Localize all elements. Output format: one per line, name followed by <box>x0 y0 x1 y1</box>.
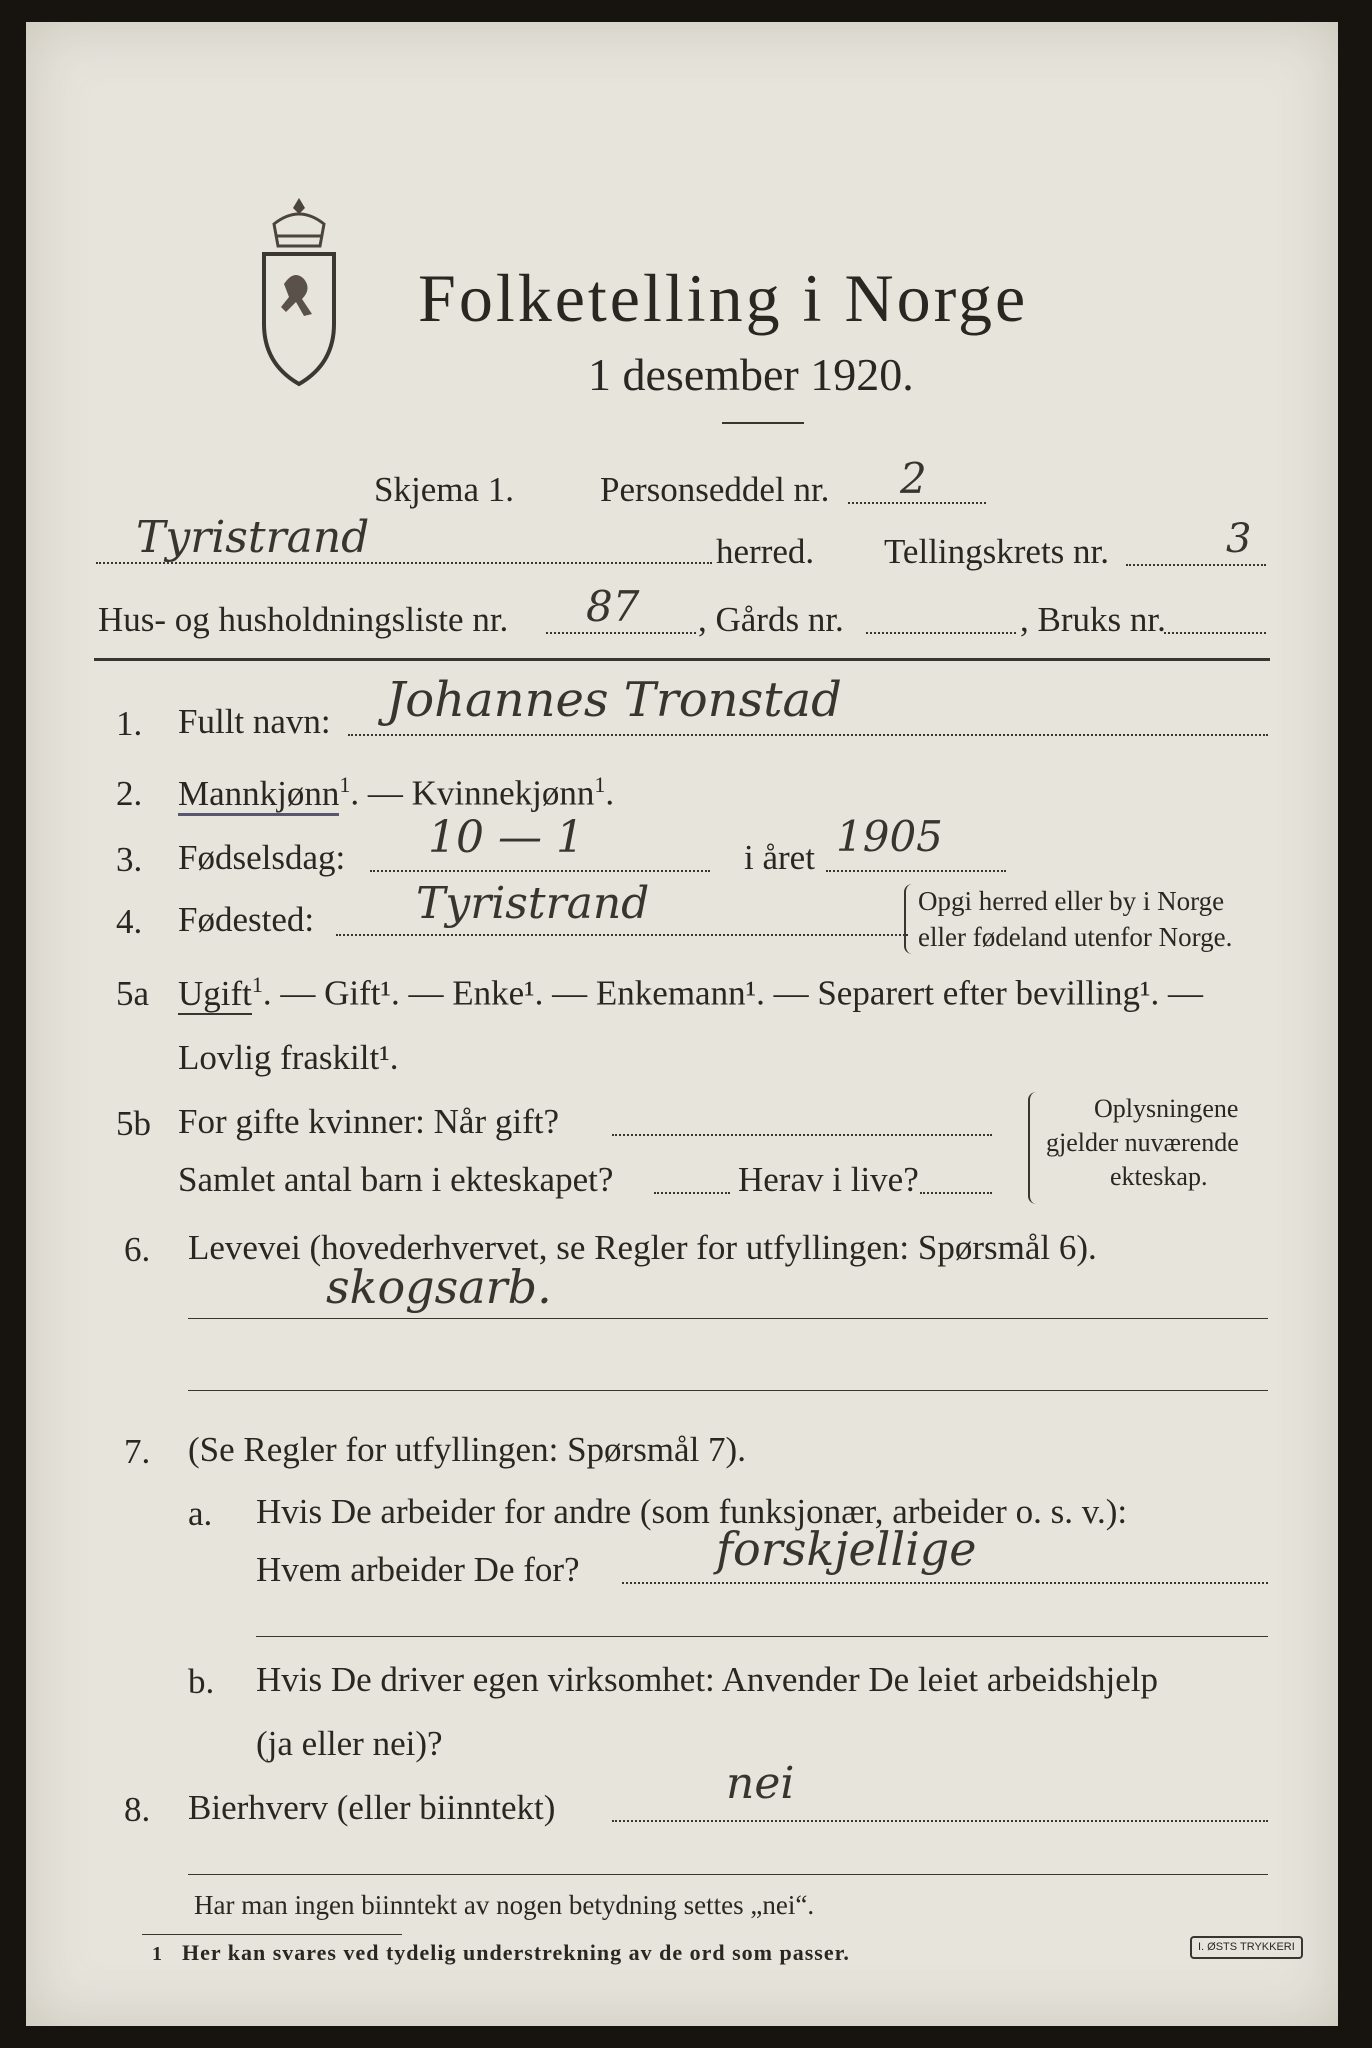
coat-of-arms-icon <box>254 194 344 389</box>
q5b-note-line2: gjelder nuværende <box>1046 1128 1239 1157</box>
form-title: Folketelling i Norge <box>418 260 1029 336</box>
q3-value: 10 — 1 <box>428 812 584 863</box>
q6-value: skogsarb. <box>326 1260 552 1314</box>
census-form <box>26 22 1338 2026</box>
q4-note-bracket <box>904 884 914 954</box>
q3-year-line <box>826 870 1006 872</box>
q5b-alive-line <box>920 1192 992 1194</box>
q1-line <box>348 734 1268 736</box>
q7b-label2: (ja eller nei)? <box>256 1724 443 1763</box>
q4-note-line1: Opgi herred eller by i Norge <box>918 886 1225 916</box>
tellingskrets-label: Tellingskrets nr. <box>884 532 1110 571</box>
tellingskrets-line <box>1126 564 1266 566</box>
hus-label: Hus- og husholdningsliste nr. <box>98 600 509 639</box>
q1-number: 1. <box>116 704 143 743</box>
form-date: 1 desember 1920. <box>588 349 914 400</box>
q5b-note-bracket <box>1028 1092 1038 1204</box>
herred-label: herred. <box>716 532 815 571</box>
hus-value: 87 <box>586 582 640 631</box>
q2-options: Mannkjønn$^1$. — Kvinnekjønn$^1$. <box>178 774 614 811</box>
q7-label: (Se Regler for utfyllingen: Spørsmål 7). <box>188 1430 746 1469</box>
q5b-children-line <box>654 1192 730 1194</box>
q5a-number: 5a <box>116 974 150 1013</box>
q7-number: 7. <box>124 1432 151 1471</box>
q5b-married-label: For gifte kvinner: Når gift? <box>178 1102 560 1141</box>
tellingskrets-value: 3 <box>1226 516 1252 562</box>
gards-line <box>866 632 1016 634</box>
q8-line2 <box>188 1874 1268 1875</box>
q8-value: nei <box>726 1758 795 1809</box>
q7b-label1: Hvis De driver egen virksomhet: Anvender De leiet arbeidshjelp <box>256 1660 1158 1699</box>
header-divider <box>94 658 1270 661</box>
q5b-children-label: Samlet antal barn i ekteskapet? <box>178 1160 614 1199</box>
q8-line <box>612 1820 1268 1822</box>
q4-note-line2: eller fødeland utenfor Norge. <box>918 922 1233 952</box>
q5a-other-options: . — Gift¹. — Enke¹. — Enkemann¹. — Separert efter bevilling¹. — <box>262 973 1203 1013</box>
q7a-value: forskjellige <box>716 1522 977 1576</box>
q2-female-option: Kvinnekjønn <box>411 773 595 813</box>
personseddel-value: 2 <box>900 454 927 503</box>
income-note: Har man ingen biinntekt av nogen betydning settes „nei“. <box>194 1890 815 1920</box>
q4-line <box>336 934 908 936</box>
q5b-married-line <box>612 1134 992 1136</box>
gards-label: , Gårds nr. <box>698 600 844 639</box>
q5a-line2: Lovlig fraskilt¹. <box>178 1038 399 1077</box>
q6-label: Levevei (hovederhvervet, se Regler for utfyllingen: Spørsmål 6). <box>188 1228 1097 1267</box>
q2-male-option: Mannkjønn <box>178 774 339 816</box>
title-divider <box>722 422 804 424</box>
q6-number: 6. <box>124 1230 151 1269</box>
q2-number: 2. <box>116 774 143 813</box>
footnote-text: Her kan svares ved tydelig understrekning av de ord som passer. <box>182 1940 850 1965</box>
bruks-line <box>1164 632 1266 634</box>
q7a-letter: a. <box>188 1494 213 1533</box>
q3-number: 3. <box>116 840 143 879</box>
q7a-line <box>622 1582 1268 1584</box>
q4-value: Tyristrand <box>416 878 650 929</box>
q3-line <box>370 870 710 872</box>
q1-value: Johannes Tronstad <box>386 672 842 728</box>
q3-label: Fødselsdag: <box>178 838 346 877</box>
footnote-mark: 1 <box>152 1943 162 1965</box>
q2-separator: . — <box>350 773 412 813</box>
q1-label: Fullt navn: <box>178 702 331 741</box>
q7a-label1: Hvis De arbeider for andre (som funksjonær, arbeider o. s. v.): <box>256 1492 1128 1531</box>
q5a-options: Ugift$^1$. — Gift¹. — Enke¹. — Enkemann¹. — Separert efter bevilling¹. — <box>178 972 1203 1013</box>
q7b-letter: b. <box>188 1662 215 1701</box>
personseddel-label: Personseddel nr. <box>600 470 830 509</box>
q8-label: Bierhverv (eller biinntekt) <box>188 1788 556 1827</box>
footnote-divider <box>142 1934 402 1935</box>
q5a-ugift-option: Ugift <box>178 973 252 1013</box>
hus-line <box>546 632 696 634</box>
q3-year-label: i året <box>744 838 815 877</box>
q4-number: 4. <box>116 902 143 941</box>
q7a-line2 <box>256 1636 1268 1637</box>
q5b-note-line1: Oplysningene <box>1094 1094 1239 1123</box>
printer-stamp: I. ØSTS TRYKKERI <box>1190 1936 1303 1959</box>
q4-label: Fødested: <box>178 900 315 939</box>
skjema-label: Skjema 1. <box>374 470 514 509</box>
q6-line2 <box>188 1390 1268 1391</box>
herred-value: Tyristrand <box>136 512 370 563</box>
q3-year-value: 1905 <box>836 812 943 861</box>
q6-line1 <box>188 1318 1268 1319</box>
q5b-number: 5b <box>116 1104 151 1143</box>
q8-number: 8. <box>124 1790 151 1829</box>
q7a-label2: Hvem arbeider De for? <box>256 1550 580 1589</box>
q5b-alive-label: Herav i live? <box>738 1160 919 1199</box>
q5b-note-line3: ekteskap. <box>1110 1162 1208 1191</box>
bruks-label: , Bruks nr. <box>1020 600 1166 639</box>
